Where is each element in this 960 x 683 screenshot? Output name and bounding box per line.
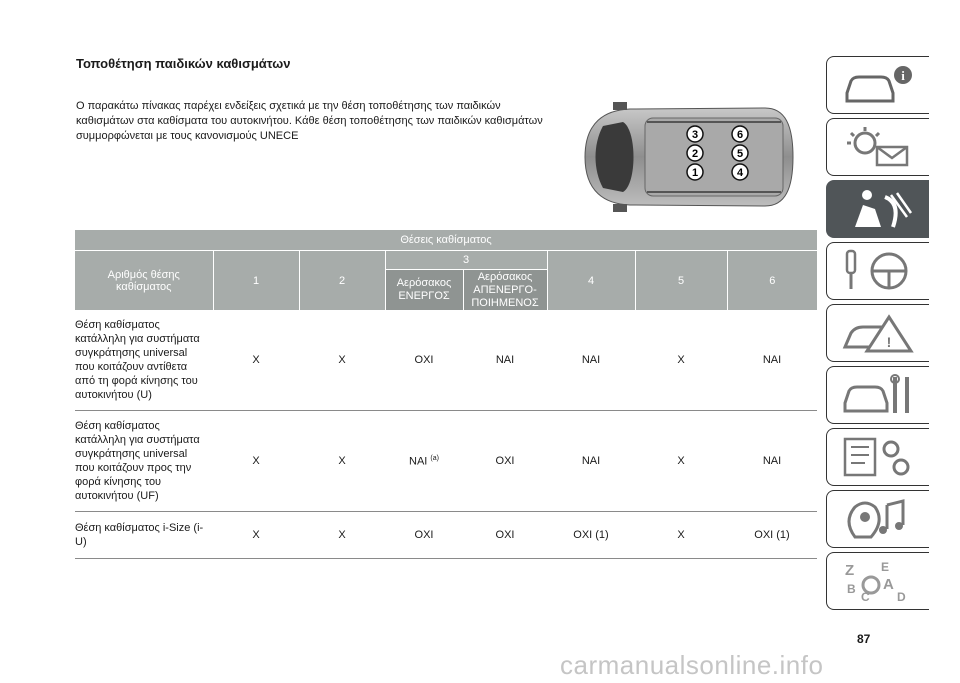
table-cell: X [213, 512, 299, 559]
svg-text:i: i [901, 68, 905, 83]
table-cell: ΟΧΙ (1) [547, 512, 635, 559]
tab-emergency[interactable] [826, 304, 929, 362]
warning-light-message-icon [841, 125, 915, 169]
table-cell: X [635, 411, 727, 512]
table-cell: ΟΧΙ [463, 411, 547, 512]
svg-text:D: D [897, 590, 906, 603]
col-header-3: 3 [385, 251, 547, 270]
key-steering-wheel-icon [841, 249, 915, 293]
seat-number-3: 3 [691, 129, 699, 141]
footnote-marker: (a) [430, 454, 439, 462]
table-cell: ΟΧΙ [385, 512, 463, 559]
table-cell [385, 411, 463, 512]
car-maintenance-tools-icon [841, 373, 915, 417]
table-cell: ΝΑΙ [727, 411, 817, 512]
seat-number-5: 5 [736, 148, 744, 160]
technical-data-gears-icon [841, 435, 915, 479]
car-breakdown-icon [841, 311, 915, 355]
col-header-5: 5 [635, 251, 727, 311]
table-cell: ΝΑΙ [547, 310, 635, 411]
table-cell: ΟΧΙ [385, 310, 463, 411]
tab-car-info[interactable] [826, 56, 929, 114]
tab-maintenance[interactable] [826, 366, 929, 424]
tab-multimedia[interactable] [826, 490, 929, 548]
intro-text: Ο παρακάτω πίνακας παρέχει ενδείξεις σχετικά με την θέση τοποθέτησης των παιδικών καθισμάτων στα καθίσματα του αυτοκινήτου. Κάθε θέση τοποθέτησης των παιδικών καθισμάτων συμμορφώνεται με τους κανονισμούς UNECE [76, 100, 543, 142]
multimedia-navigation-icon [841, 497, 915, 541]
table-cell: X [299, 512, 385, 559]
row-header: Αριθμός θέσης καθίσματος [75, 251, 213, 311]
watermark: carmanualsonline.info [560, 650, 824, 680]
svg-text:A: A [883, 576, 894, 593]
table-cell: ΟΧΙ (1) [727, 512, 817, 559]
table-cell: ΟΧΙ [463, 512, 547, 559]
table-cell: X [213, 411, 299, 512]
table-cell: X [635, 310, 727, 411]
table-row [75, 411, 817, 512]
svg-text:C: C [861, 590, 870, 603]
table-row [75, 512, 817, 559]
seat-number-2: 2 [691, 148, 699, 160]
col-header-1: 1 [213, 251, 299, 311]
svg-text:B: B [847, 582, 856, 596]
table-cell: ΝΑΙ [727, 310, 817, 411]
col-header-2: 2 [299, 251, 385, 311]
cell-value: ΝΑΙ [409, 455, 428, 468]
sub-col-airbag-off: Αερόσακος ΑΠΕΝΕΡΓΟ-ΠΟΙΗΜΕΝΟΣ [463, 270, 547, 311]
tab-starting-driving[interactable] [826, 242, 929, 300]
table-cell: ΝΑΙ [463, 310, 547, 411]
seat-number-4: 4 [736, 167, 744, 179]
group-header: Θέσεις καθίσματος [75, 230, 817, 251]
col-header-4: 4 [547, 251, 635, 311]
svg-text:Z: Z [845, 562, 855, 579]
table-row [75, 310, 817, 411]
svg-text:!: ! [886, 334, 892, 350]
table-cell: X [635, 512, 727, 559]
table-cell: X [299, 310, 385, 411]
tab-safety[interactable] [826, 180, 929, 238]
airbag-seat-safety-icon [841, 187, 915, 231]
table-cell: X [299, 411, 385, 512]
page-number: 87 [857, 632, 871, 646]
table-cell: X [213, 310, 299, 411]
sub-col-airbag-on: Αερόσακος ΕΝΕΡΓΟΣ [385, 270, 463, 311]
alphabetical-index-icon [841, 559, 915, 603]
seat-number-1: 1 [691, 167, 699, 179]
table-cell: ΝΑΙ [547, 411, 635, 512]
row-label: Θέση καθίσματος i-Size (i-U) [75, 512, 213, 559]
tab-index[interactable] [826, 552, 929, 610]
seat-number-6: 6 [736, 129, 744, 141]
section-title: Τοποθέτηση παιδικών καθισμάτων [76, 56, 291, 71]
tab-warning-lights[interactable] [826, 118, 929, 176]
col-header-6: 6 [727, 251, 817, 311]
tab-technical-data[interactable] [826, 428, 929, 486]
child-seat-table [75, 230, 817, 559]
car-info-icon [841, 63, 915, 107]
row-label: Θέση καθίσματος κατάλληλη για συστήματα συγκράτησης universal που κοιτάζουν αντίθετα από τη φορά κίνησης του αυτοκινήτου (U) [75, 310, 213, 411]
car-seat-diagram [575, 100, 797, 214]
row-label: Θέση καθίσματος κατάλληλη για συστήματα συγκράτησης universal που κοιτάζουν προς την φορά κίνησης του αυτοκινήτου (UF) [75, 411, 213, 512]
svg-text:E: E [881, 560, 890, 574]
